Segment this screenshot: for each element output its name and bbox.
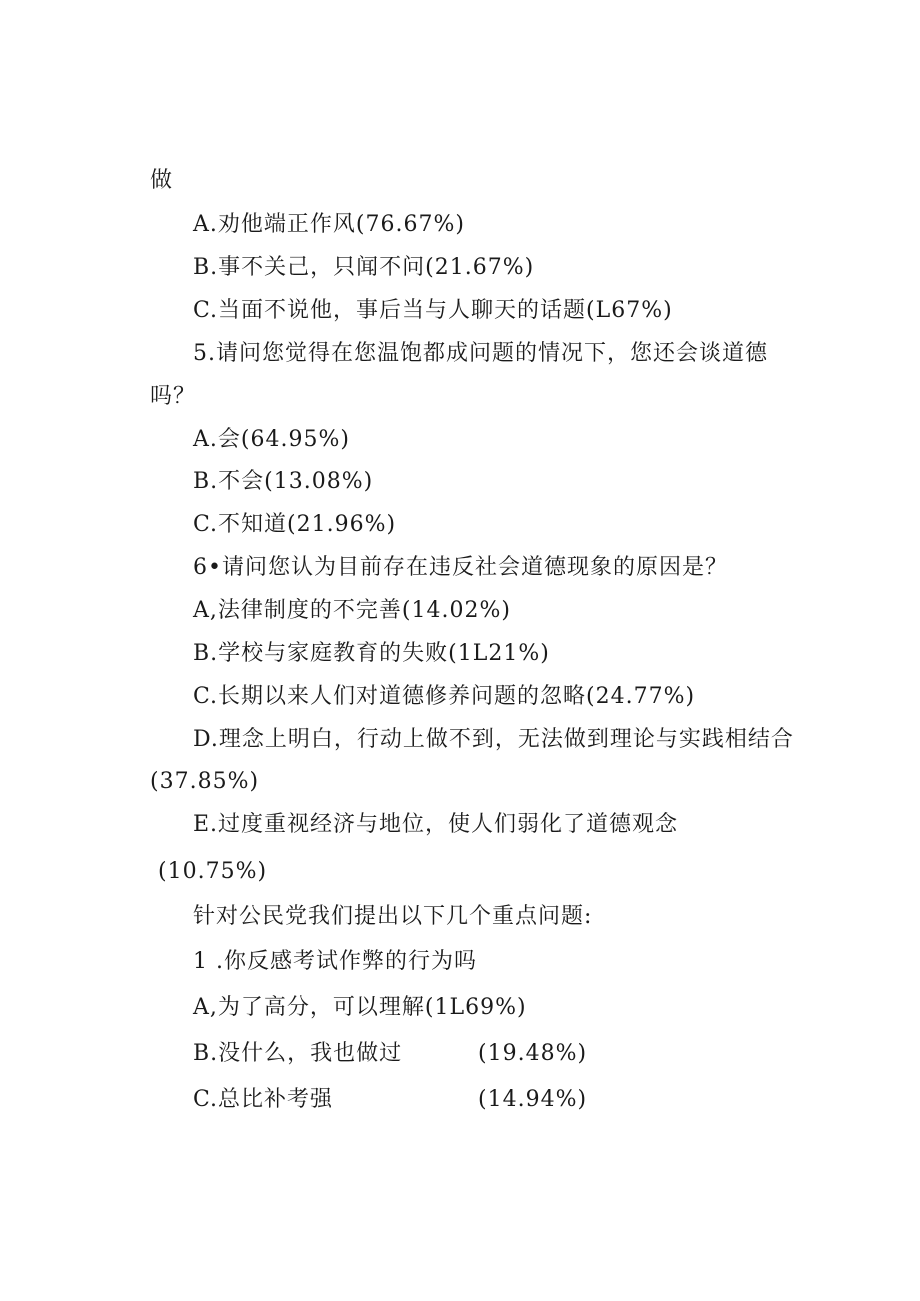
text-line: A.会(64.95%) bbox=[193, 427, 350, 452]
text-line: C.当面不说他，事后当与人聊天的话题(L67%) bbox=[193, 298, 673, 323]
option-b-value: (19.48%) bbox=[478, 1041, 588, 1066]
option-c-text: C.总比补考强 bbox=[193, 1087, 334, 1112]
text-line: 针对公民党我们提出以下几个重点问题: bbox=[193, 904, 593, 929]
text-line: 吗？ bbox=[150, 384, 197, 409]
option-c-value: (14.94%) bbox=[478, 1087, 588, 1112]
text-line: A,为了高分，可以理解(1L69%) bbox=[193, 995, 527, 1020]
text-line: B.事不关己，只闻不问(21.67%) bbox=[193, 255, 535, 280]
text-line: 6•请问您认为目前存在违反社会道德现象的原因是？ bbox=[193, 555, 728, 580]
text-line: C.不知道(21.96%) bbox=[193, 512, 397, 537]
text-line: 1 .你反感考试作弊的行为吗 bbox=[193, 949, 477, 974]
text-line: A.劝他端正作风(76.67%) bbox=[193, 212, 465, 237]
text-line: B.不会(13.08%) bbox=[193, 469, 374, 494]
option-b-text: B.没什么，我也做过 bbox=[193, 1041, 403, 1066]
text-line: (10.75%) bbox=[158, 859, 268, 884]
text-line: (37.85%) bbox=[150, 769, 260, 794]
text-line: D.理念上明白，行动上做不到，无法做到理论与实践相结合 bbox=[193, 727, 794, 752]
text-line: A,法律制度的不完善(14.02%) bbox=[193, 598, 511, 623]
text-line: E.过度重视经济与地位，使人们弱化了道德观念 bbox=[193, 812, 679, 837]
text-line: 做 bbox=[150, 168, 174, 193]
text-line: 5.请问您觉得在您温饱都成问题的情况下，您还会谈道德 bbox=[193, 341, 768, 366]
text-line: B.学校与家庭教育的失败(1L21%) bbox=[193, 641, 550, 666]
text-line: C.长期以来人们对道德修养问题的忽略(24.77%) bbox=[193, 684, 696, 709]
